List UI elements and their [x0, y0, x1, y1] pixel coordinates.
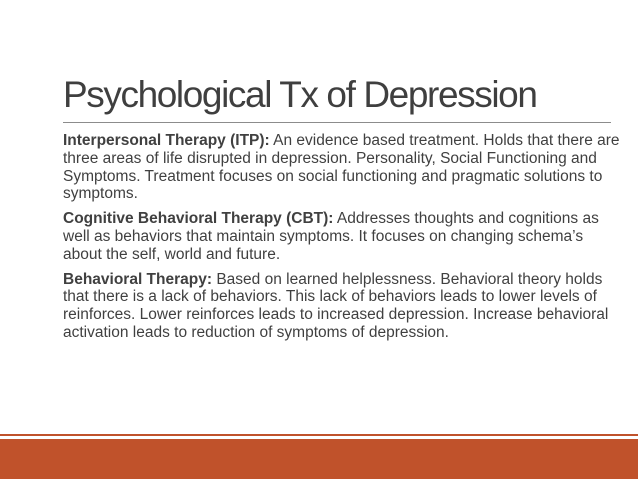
- term-behavioral: Behavioral Therapy:: [63, 270, 213, 288]
- title-divider: [63, 122, 611, 123]
- footer-accent-line: [0, 434, 638, 436]
- paragraph-behavioral: [63, 271, 623, 342]
- slide-body: [63, 132, 623, 349]
- footer-accent-band: [0, 439, 638, 479]
- description-itp: An evidence based treatment. Holds that there are three areas of life disrupted in depression. Personality, Social Functioning and Symptoms. Treatment focuses on social functioning and pragmatic solutions to symptoms.: [63, 132, 620, 203]
- paragraph-itp: [63, 132, 623, 203]
- description-behavioral: Based on learned helplessness. Behavioral theory holds that there is a lack of behaviors. This lack of behaviors leads to lower levels of reinforces. Lower reinforces leads to increased depression. Increase behavioral activation leads to reduction of symptoms of depression.: [63, 270, 609, 341]
- slide-title: Psychological Tx of Depression: [63, 74, 537, 115]
- term-itp: Interpersonal Therapy (ITP):: [63, 132, 270, 149]
- term-cbt: Cognitive Behavioral Therapy (CBT):: [63, 210, 334, 228]
- paragraph-cbt: [63, 210, 623, 263]
- description-cbt: Addresses thoughts and cognitions as well as behaviors that maintain symptoms. It focuses on changing schema’s about the self, world and future.: [63, 210, 599, 263]
